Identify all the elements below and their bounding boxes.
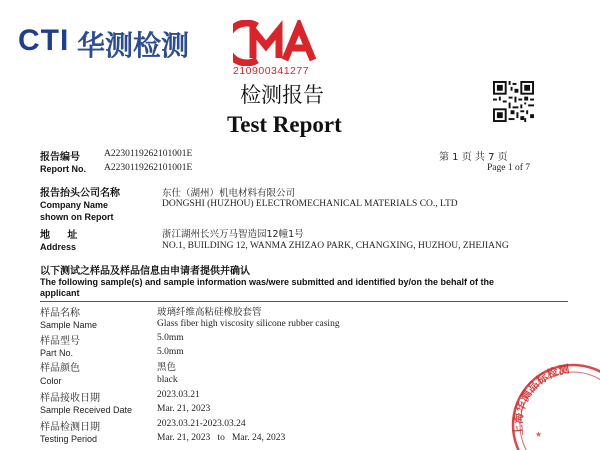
report-no-label-cn: 报告编号 [40,152,80,163]
part-no-label-en: Part No. [40,348,74,358]
notice-cn: 以下测试之样品及样品信息由申请者提供并确认 [40,266,250,277]
address-label-en: Address [40,242,77,252]
notice-en-line-2: applicant [40,288,80,298]
received-date-label-en: Sample Received Date [40,405,133,415]
company-value-cn: 东仕（湖州）机电材料有限公司 [162,188,296,199]
testing-period-value-1: 2023.03.21-2023.03.24 [157,419,246,429]
cma-logo [233,20,325,66]
cti-logo-text: CTI [18,24,70,57]
report-no-label-en: Report No. [40,164,86,174]
sample-name-value-en: Glass fiber high viscosity silicone rubber casing [157,319,340,329]
color-value-cn: 黑色 [157,362,177,373]
report-title-english: Test Report [227,112,342,137]
company-label-en-2: shown on Report [40,212,114,222]
received-date-value-2: Mar. 21, 2023 [157,404,211,414]
company-value-en: DONGSHI (HUZHOU) ELECTROMECHANICAL MATERIALS CO., LTD [162,199,458,209]
report-no-value-2: A2230119262101001E [104,163,193,173]
page-indicator-en: Page 1 of 7 [487,163,531,173]
qr-code [493,81,534,122]
part-no-value-1: 5.0mm [157,333,184,343]
testing-period-value-2: Mar. 21, 2023 to Mar. 24, 2023 [157,433,286,443]
sample-name-label-en: Sample Name [40,320,98,330]
address-label-cn: 地 址 [40,230,78,241]
cti-logo-chinese: 华测检测 [77,29,190,62]
testing-period-label-cn: 样品检测日期 [40,422,100,433]
color-label-en: Color [40,376,62,386]
received-date-label-cn: 样品接收日期 [40,393,100,404]
svg-text:上海华测品标检测: 上海华测品标检测 [511,362,571,437]
company-label-cn: 报告抬头公司名称 [40,188,120,199]
address-value-cn: 浙江湖州长兴万马智造园12幢1号 [162,229,304,240]
sample-name-label-cn: 样品名称 [40,308,80,319]
divider [40,301,568,302]
company-label-en-1: Company Name [40,200,109,210]
report-no-value-1: A2230119262101001E [104,149,193,159]
testing-period-label-en: Testing Period [40,434,98,444]
address-value-en: NO.1, BUILDING 12, WANMA ZHIZAO PARK, CHANGXING, HUZHOU, ZHEJIANG [162,241,509,251]
color-value-en: black [157,375,178,385]
part-no-label-cn: 样品型号 [40,336,80,347]
page-indicator-cn: 第 1 页 共 7 页 [439,152,508,163]
color-label-cn: 样品颜色 [40,363,80,374]
cma-number: 210900341277 [233,65,310,77]
official-seal-stamp [505,355,600,450]
sample-name-value-cn: 玻璃纤维高粘硅橡胶套管 [157,307,262,318]
notice-en-line-1: The following sample(s) and sample information was/were submitted and identified by/on the behalf of the [40,277,495,287]
report-title-chinese: 检测报告 [240,83,324,107]
svg-text:★: ★ [535,430,543,439]
received-date-value-1: 2023.03.21 [157,390,200,400]
part-no-value-2: 5.0mm [157,347,184,357]
